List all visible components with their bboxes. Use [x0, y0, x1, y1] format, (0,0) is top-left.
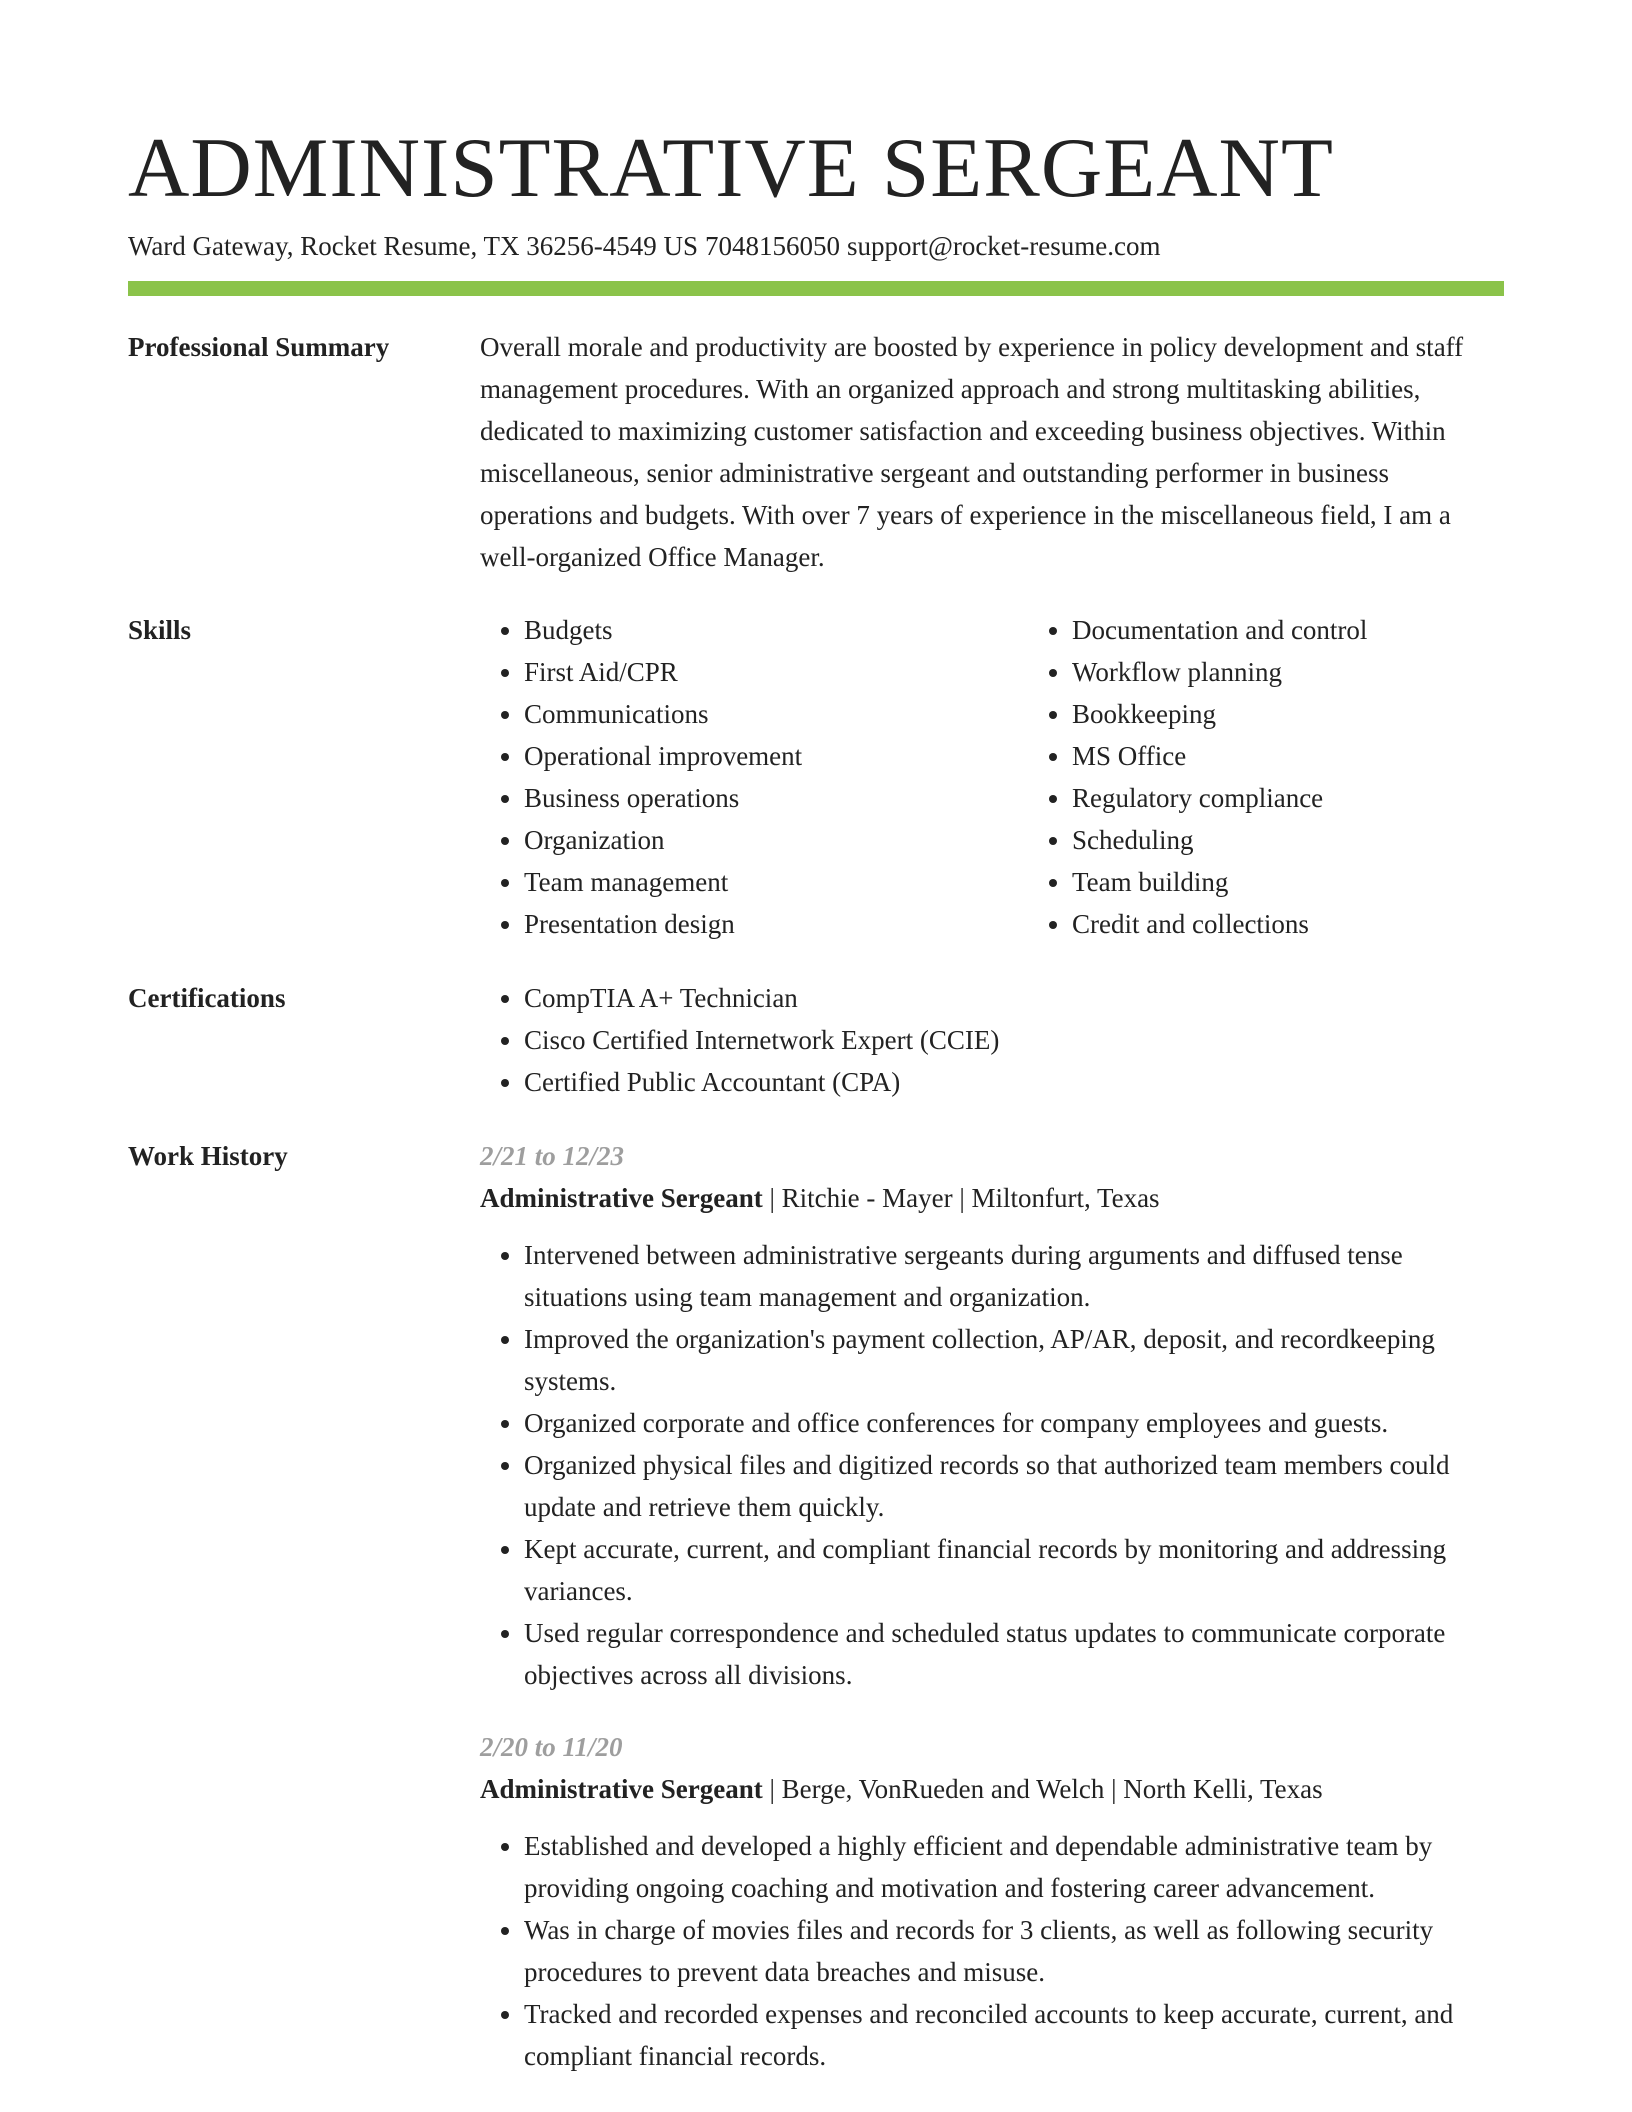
skill-item: • Documentation and control: [1072, 609, 1592, 651]
skill-item: • Regulatory compliance: [1072, 777, 1592, 819]
contact-email[interactable]: support@rocket-resume.com: [846, 231, 1161, 261]
job-title: Administrative Sergeant: [480, 1774, 763, 1804]
section-skills: [128, 609, 1504, 945]
job-heading: [480, 1177, 1504, 1219]
job-title: Administrative Sergeant: [480, 1183, 763, 1213]
skills-list-left: [480, 609, 984, 945]
skill-item: • Bookkeeping: [1072, 693, 1592, 735]
certification-item: • CompTIA A+ Technician: [524, 977, 1504, 1019]
job-bullet: • Used regular correspondence and scheduled status updates to communicate corporate objectives across all divisions.: [524, 1612, 1504, 1696]
section-summary: [128, 326, 1504, 578]
certification-item: • Certified Public Accountant (CPA): [524, 1061, 1504, 1103]
section-certifications: [128, 977, 1504, 1103]
skill-item: • Operational improvement: [524, 735, 984, 777]
job-entry: [480, 1726, 1504, 2077]
resume-page: [128, 118, 1504, 2077]
job-bullets: [480, 1234, 1504, 1696]
certifications-list: [480, 977, 1504, 1103]
skills-list-right: [1028, 609, 1592, 945]
job-bullet: • Organized physical files and digitized records so that authorized team members could update and retrieve them quickly.: [524, 1444, 1504, 1528]
skill-item: • First Aid/CPR: [524, 651, 984, 693]
job-bullets: [480, 1825, 1504, 2077]
job-bullet: • Organized corporate and office conferences for company employees and guests.: [524, 1402, 1504, 1444]
skill-item: • Presentation design: [524, 903, 984, 945]
job-bullet: • Kept accurate, current, and compliant financial records by monitoring and addressing variances.: [524, 1528, 1504, 1612]
job-dates: 2/20 to 11/20: [480, 1732, 623, 1762]
job-dates: 2/21 to 12/23: [480, 1141, 625, 1171]
certification-item: • Cisco Certified Internetwork Expert (CCIE): [524, 1019, 1504, 1061]
section-label-work-history: Work History: [128, 1141, 288, 1171]
resume-name: ADMINISTRATIVE SERGEANT: [128, 121, 1334, 215]
job-bullet: • Improved the organization's payment collection, AP/AR, deposit, and recordkeeping systems.: [524, 1318, 1504, 1402]
skill-item: • Budgets: [524, 609, 984, 651]
section-label-skills: Skills: [128, 615, 192, 645]
job-bullet: • Established and developed a highly efficient and dependable administrative team by providing ongoing coaching and motivation and fostering career advancement.: [524, 1825, 1504, 1909]
job-details: | Ritchie - Mayer | Miltonfurt, Texas: [762, 1183, 1160, 1213]
skill-item: • Credit and collections: [1072, 903, 1592, 945]
job-bullet: • Tracked and recorded expenses and reconciled accounts to keep accurate, current, and compliant financial records.: [524, 1993, 1504, 2077]
job-bullet: • Intervened between administrative sergeants during arguments and diffused tense situations using team management and organization.: [524, 1234, 1504, 1318]
job-entry: [480, 1135, 1504, 1696]
skill-item: • Business operations: [524, 777, 984, 819]
skill-item: • Organization: [524, 819, 984, 861]
skill-item: • Team building: [1072, 861, 1592, 903]
header-divider: [128, 281, 1504, 296]
summary-text: Overall morale and productivity are boosted by experience in policy development and staff management procedures. With an organized approach and strong multitasking abilities, dedicated to maximizing customer satisfaction and exceeding business objectives. Within miscellaneous, senior administrative sergeant and outstanding performer in business operations and budgets. With over 7 years of experience in the miscellaneous field, I am a well-organized Office Manager.: [480, 332, 1464, 572]
contact-address: Ward Gateway, Rocket Resume, TX 36256-4549 US: [128, 231, 698, 261]
skill-item: • Scheduling: [1072, 819, 1592, 861]
skill-item: • Workflow planning: [1072, 651, 1592, 693]
section-label-certifications: Certifications: [128, 983, 286, 1013]
job-details: | Berge, VonRueden and Welch | North Kelli, Texas: [762, 1774, 1323, 1804]
contact-line: [128, 228, 1504, 264]
section-work-history: [128, 1135, 1504, 2077]
job-bullet: • Was in charge of movies files and records for 3 clients, as well as following security procedures to prevent data breaches and misuse.: [524, 1909, 1504, 1993]
section-label-summary: Professional Summary: [128, 332, 390, 362]
skill-item: • Team management: [524, 861, 984, 903]
skill-item: • MS Office: [1072, 735, 1592, 777]
skill-item: • Communications: [524, 693, 984, 735]
job-heading: [480, 1768, 1504, 1810]
contact-phone: 7048156050: [704, 231, 840, 261]
